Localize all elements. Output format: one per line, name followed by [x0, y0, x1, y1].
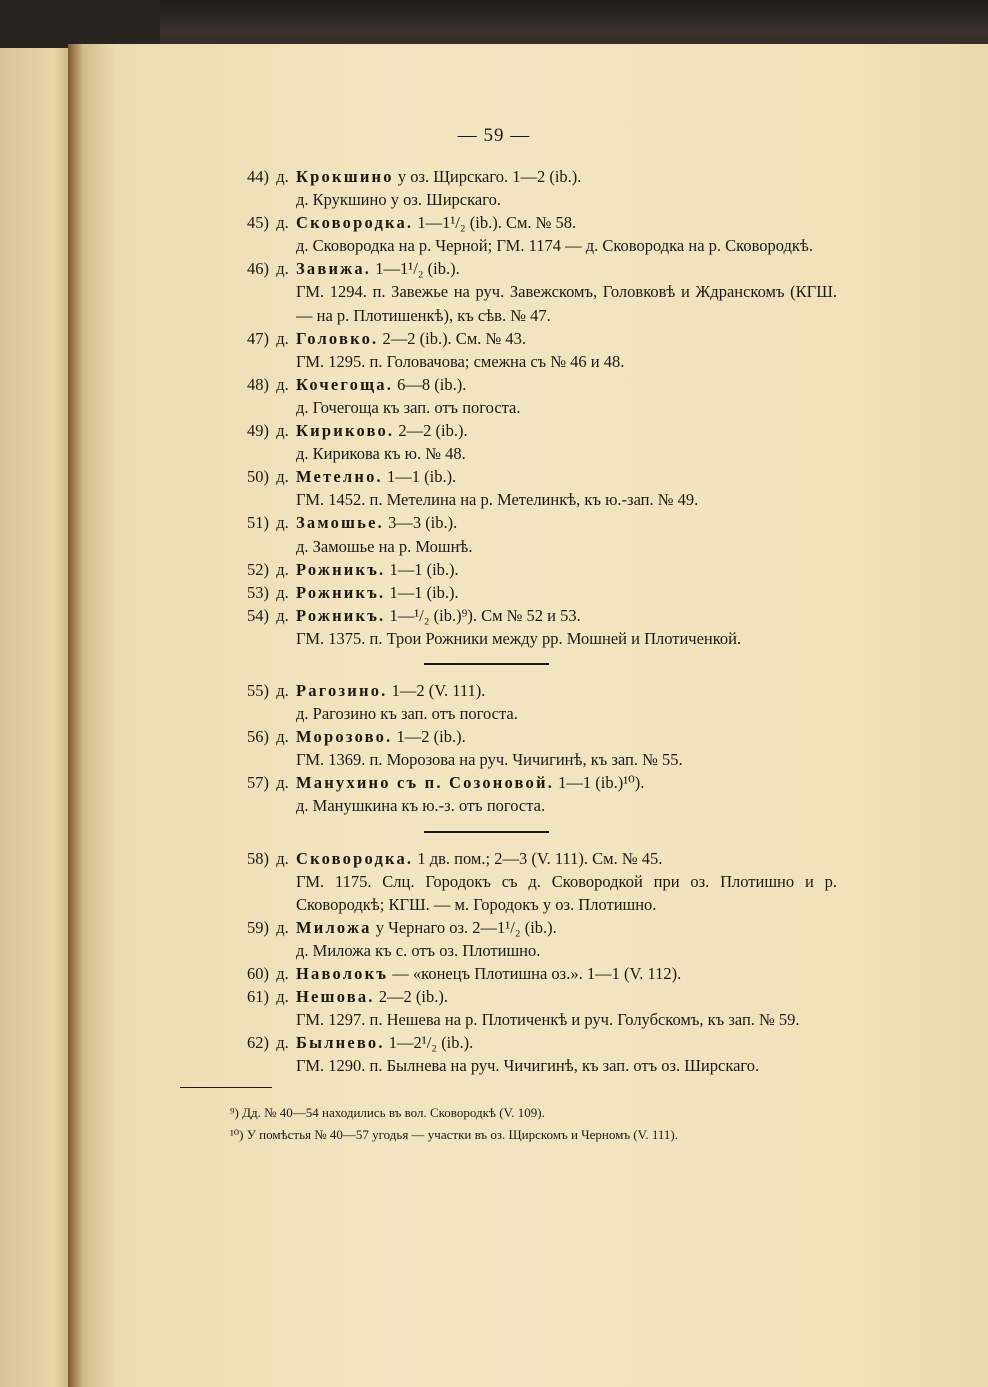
- entry-detail: д. Кирикова къ ю. № 48.: [296, 444, 466, 464]
- entries-section-1: [225, 165, 837, 650]
- entry-marker: д.: [276, 605, 289, 625]
- entry-values: 1—1 (ib.)¹⁰).: [554, 773, 645, 793]
- entry-number: 55): [247, 680, 269, 700]
- entry-values: 6—8 (ib.).: [393, 374, 467, 394]
- entry-marker: д.: [276, 917, 289, 937]
- settlement-name: Сковородка.: [296, 848, 414, 868]
- entry-number: 62): [247, 1033, 269, 1053]
- entry-values: 1—2 (ib.).: [392, 727, 466, 747]
- entry-number: 61): [247, 987, 269, 1007]
- entry: [225, 962, 837, 985]
- section-separator: [424, 831, 549, 833]
- entry-heading: [225, 1031, 837, 1054]
- entry: [225, 373, 837, 419]
- footnote: ¹⁰) У помѣстья № 40—57 угодья — участки въ оз. Щирскомъ и Черномъ (V. 111).: [230, 1127, 678, 1143]
- entry-detail: ГМ. 1290. п. Былнева на руч. Чичигинѣ, къ зап. отъ оз. Ширскаго.: [296, 1056, 760, 1076]
- footnotes: [185, 1102, 835, 1146]
- entry-heading: [225, 465, 837, 488]
- entry-values: 2—2 (ib.).: [374, 987, 448, 1007]
- entry-values: 1—1 (ib.).: [385, 559, 459, 579]
- entry-values: 1—1 (ib.).: [382, 467, 457, 487]
- entry: [225, 165, 837, 211]
- entry-detail: ГМ. 1295. п. Головачова; смежна съ № 46 и 48.: [296, 351, 625, 371]
- entry-heading: [225, 679, 837, 702]
- settlement-name: Крокшино: [296, 167, 394, 186]
- entries-section-3: [225, 847, 837, 1078]
- settlement-name: Рагозино.: [296, 680, 388, 700]
- page-text: [225, 165, 837, 1146]
- settlement-name: Рожникъ.: [296, 605, 386, 625]
- entry: [225, 679, 837, 725]
- entry-number: 60): [247, 964, 269, 983]
- entry-number: 51): [247, 513, 269, 533]
- settlement-name: Былнево.: [296, 1033, 385, 1053]
- entry-number: 58): [247, 848, 269, 868]
- entry-number: 47): [247, 328, 269, 348]
- settlement-name: Нешова.: [296, 987, 375, 1007]
- entry-values: 1—2 (V. 111).: [387, 680, 486, 700]
- entry-values: 1—2¹/₂ (ib.).: [384, 1033, 474, 1053]
- entry-heading: [225, 165, 837, 188]
- entry-values: у Чернаго оз. 2—1¹/₂ (ib.).: [371, 917, 557, 937]
- footnote: ⁹) Дд. № 40—54 находились въ вол. Сковородкѣ (V. 109).: [230, 1105, 545, 1121]
- entry-marker: д.: [276, 259, 289, 279]
- entry-detail: ГМ. 1452. п. Метелина на р. Метелинкѣ, къ ю.-зап. № 49.: [296, 490, 699, 510]
- entry-marker: д.: [276, 727, 289, 747]
- entry-detail: ГМ. 1175. Слц. Городокъ съ д. Сковородкой при оз. Плотишно и р. Сковородкѣ; КГШ. — м. Городокъ у оз. Плотишно.: [296, 871, 837, 914]
- entry-values: 2—2 (ib.).: [394, 421, 468, 441]
- entry-heading: [225, 257, 837, 280]
- entry: [225, 985, 837, 1031]
- entry-number: 57): [247, 773, 269, 793]
- footnote-rule: [180, 1087, 272, 1088]
- entry-heading: [225, 558, 837, 581]
- entry-number: 49): [247, 421, 269, 441]
- entry-marker: д.: [276, 680, 289, 700]
- entry-marker: д.: [276, 213, 289, 233]
- entry: [225, 604, 837, 650]
- entry-values: 1—¹/₂ (ib.)⁹). См № 52 и 53.: [385, 605, 581, 625]
- entry-heading: [225, 962, 837, 985]
- settlement-name: Замошье.: [296, 513, 384, 533]
- page-number: — 59 —: [457, 125, 531, 146]
- entry: [225, 419, 837, 465]
- entry-heading: [225, 419, 837, 442]
- entry-values: — «конецъ Плотишна оз.». 1—1 (V. 112).: [388, 964, 682, 983]
- settlement-name: Манухино съ п. Созоновой.: [296, 773, 555, 793]
- entry-number: 50): [247, 467, 269, 487]
- entry-number: 48): [247, 374, 269, 394]
- entry-detail: ГМ. 1294. п. Завежье на руч. Завежскомъ, Головковѣ и Ждранскомъ (КГШ. — на р. Плотишенкѣ), къ сѣв. № 47.: [296, 282, 837, 325]
- entry-detail: д. Крукшино у оз. Ширскаго.: [296, 190, 501, 210]
- entry-detail: д. Манушкина къ ю.-з. отъ погоста.: [296, 796, 546, 816]
- entry-number: 53): [247, 582, 269, 602]
- settlement-name: Сковородка.: [296, 213, 414, 233]
- entry-marker: д.: [276, 421, 289, 441]
- entry-heading: [225, 916, 837, 939]
- entry-heading: [225, 604, 837, 627]
- settlement-name: Метелно.: [296, 467, 383, 487]
- entry: [225, 511, 837, 557]
- entry-marker: д.: [276, 374, 289, 394]
- entry-heading: [225, 771, 837, 794]
- entry: [225, 581, 837, 604]
- entry-number: 56): [247, 727, 269, 747]
- section-separator: [424, 663, 549, 665]
- entry: [225, 916, 837, 962]
- entry-marker: д.: [276, 773, 289, 793]
- entry-marker: д.: [276, 328, 289, 348]
- entry-detail: д. Рагозино къ зап. отъ погоста.: [296, 704, 518, 724]
- settlement-name: Кириково.: [296, 421, 395, 441]
- entry-values: 1—1¹/₂ (ib.).: [371, 259, 460, 279]
- entry-number: 59): [247, 917, 269, 937]
- entry-marker: д.: [276, 848, 289, 868]
- entry: [225, 847, 837, 916]
- entry-heading: [225, 327, 837, 350]
- entry: [225, 1031, 837, 1077]
- entry-marker: д.: [276, 987, 289, 1007]
- entry-number: 46): [247, 259, 269, 279]
- entry-detail: ГМ. 1369. п. Морозова на руч. Чичигинѣ, къ зап. № 55.: [296, 750, 683, 770]
- entry-marker: д.: [276, 167, 289, 186]
- entry-marker: д.: [276, 1033, 289, 1053]
- entry-detail: д. Замошье на р. Мошнѣ.: [296, 536, 473, 556]
- settlement-name: Рожникъ.: [296, 582, 386, 602]
- entry-values: 1—1¹/₂ (ib.). См. № 58.: [413, 213, 577, 233]
- settlement-name: Головко.: [296, 328, 379, 348]
- settlement-name: Рожникъ.: [296, 559, 386, 579]
- entry-marker: д.: [276, 559, 289, 579]
- entry-detail: д. Гочегоща къ зап. отъ погоста.: [296, 397, 521, 417]
- entry-marker: д.: [276, 582, 289, 602]
- entry: [225, 771, 837, 817]
- settlement-name: Наволокъ: [296, 964, 389, 983]
- entry-detail: д. Сковородка на р. Черной; ГМ. 1174 — д. Сковородка на р. Сковородкѣ.: [296, 236, 814, 256]
- entry-heading: [225, 725, 837, 748]
- entry: [225, 257, 837, 326]
- entry-heading: [225, 581, 837, 604]
- entry: [225, 211, 837, 257]
- entry-number: 45): [247, 213, 269, 233]
- entry: [225, 558, 837, 581]
- entry-values: 2—2 (ib.). См. № 43.: [378, 328, 526, 348]
- entry-values: 1 дв. пом.; 2—3 (V. 111). См. № 45.: [413, 848, 663, 868]
- entry-values: 3—3 (ib.).: [383, 513, 458, 533]
- settlement-name: Морозово.: [296, 727, 393, 747]
- entry: [225, 327, 837, 373]
- entry-detail: ГМ. 1297. п. Нешева на р. Плотиченкѣ и руч. Голубскомъ, къ зап. № 59.: [296, 1010, 800, 1030]
- entry-detail: д. Миложа къ с. отъ оз. Плотишно.: [296, 940, 541, 960]
- entry-heading: [225, 511, 837, 534]
- entry-heading: [225, 211, 837, 234]
- entry-number: 54): [247, 605, 269, 625]
- entry-heading: [225, 847, 837, 870]
- entries-section-2: [225, 679, 837, 818]
- entry-marker: д.: [276, 964, 289, 983]
- settlement-name: Кочегоща.: [296, 374, 394, 394]
- entry: [225, 725, 837, 771]
- entry-values: 1—1 (ib.).: [385, 582, 459, 602]
- entry-marker: д.: [276, 513, 289, 533]
- entry-number: 44): [247, 167, 269, 186]
- entry-heading: [225, 985, 837, 1008]
- entry-number: 52): [247, 559, 269, 579]
- entry-marker: д.: [276, 467, 289, 487]
- entry-heading: [225, 373, 837, 396]
- entry-detail: ГМ. 1375. п. Трои Рожники между рр. Мошней и Плотиченкой.: [296, 628, 742, 648]
- settlement-name: Миложа: [296, 917, 372, 937]
- page-gutter: [68, 44, 84, 1387]
- settlement-name: Завижа.: [296, 259, 372, 279]
- entry-values: у оз. Щирскаго. 1—2 (ib.).: [393, 167, 582, 186]
- entry: [225, 465, 837, 511]
